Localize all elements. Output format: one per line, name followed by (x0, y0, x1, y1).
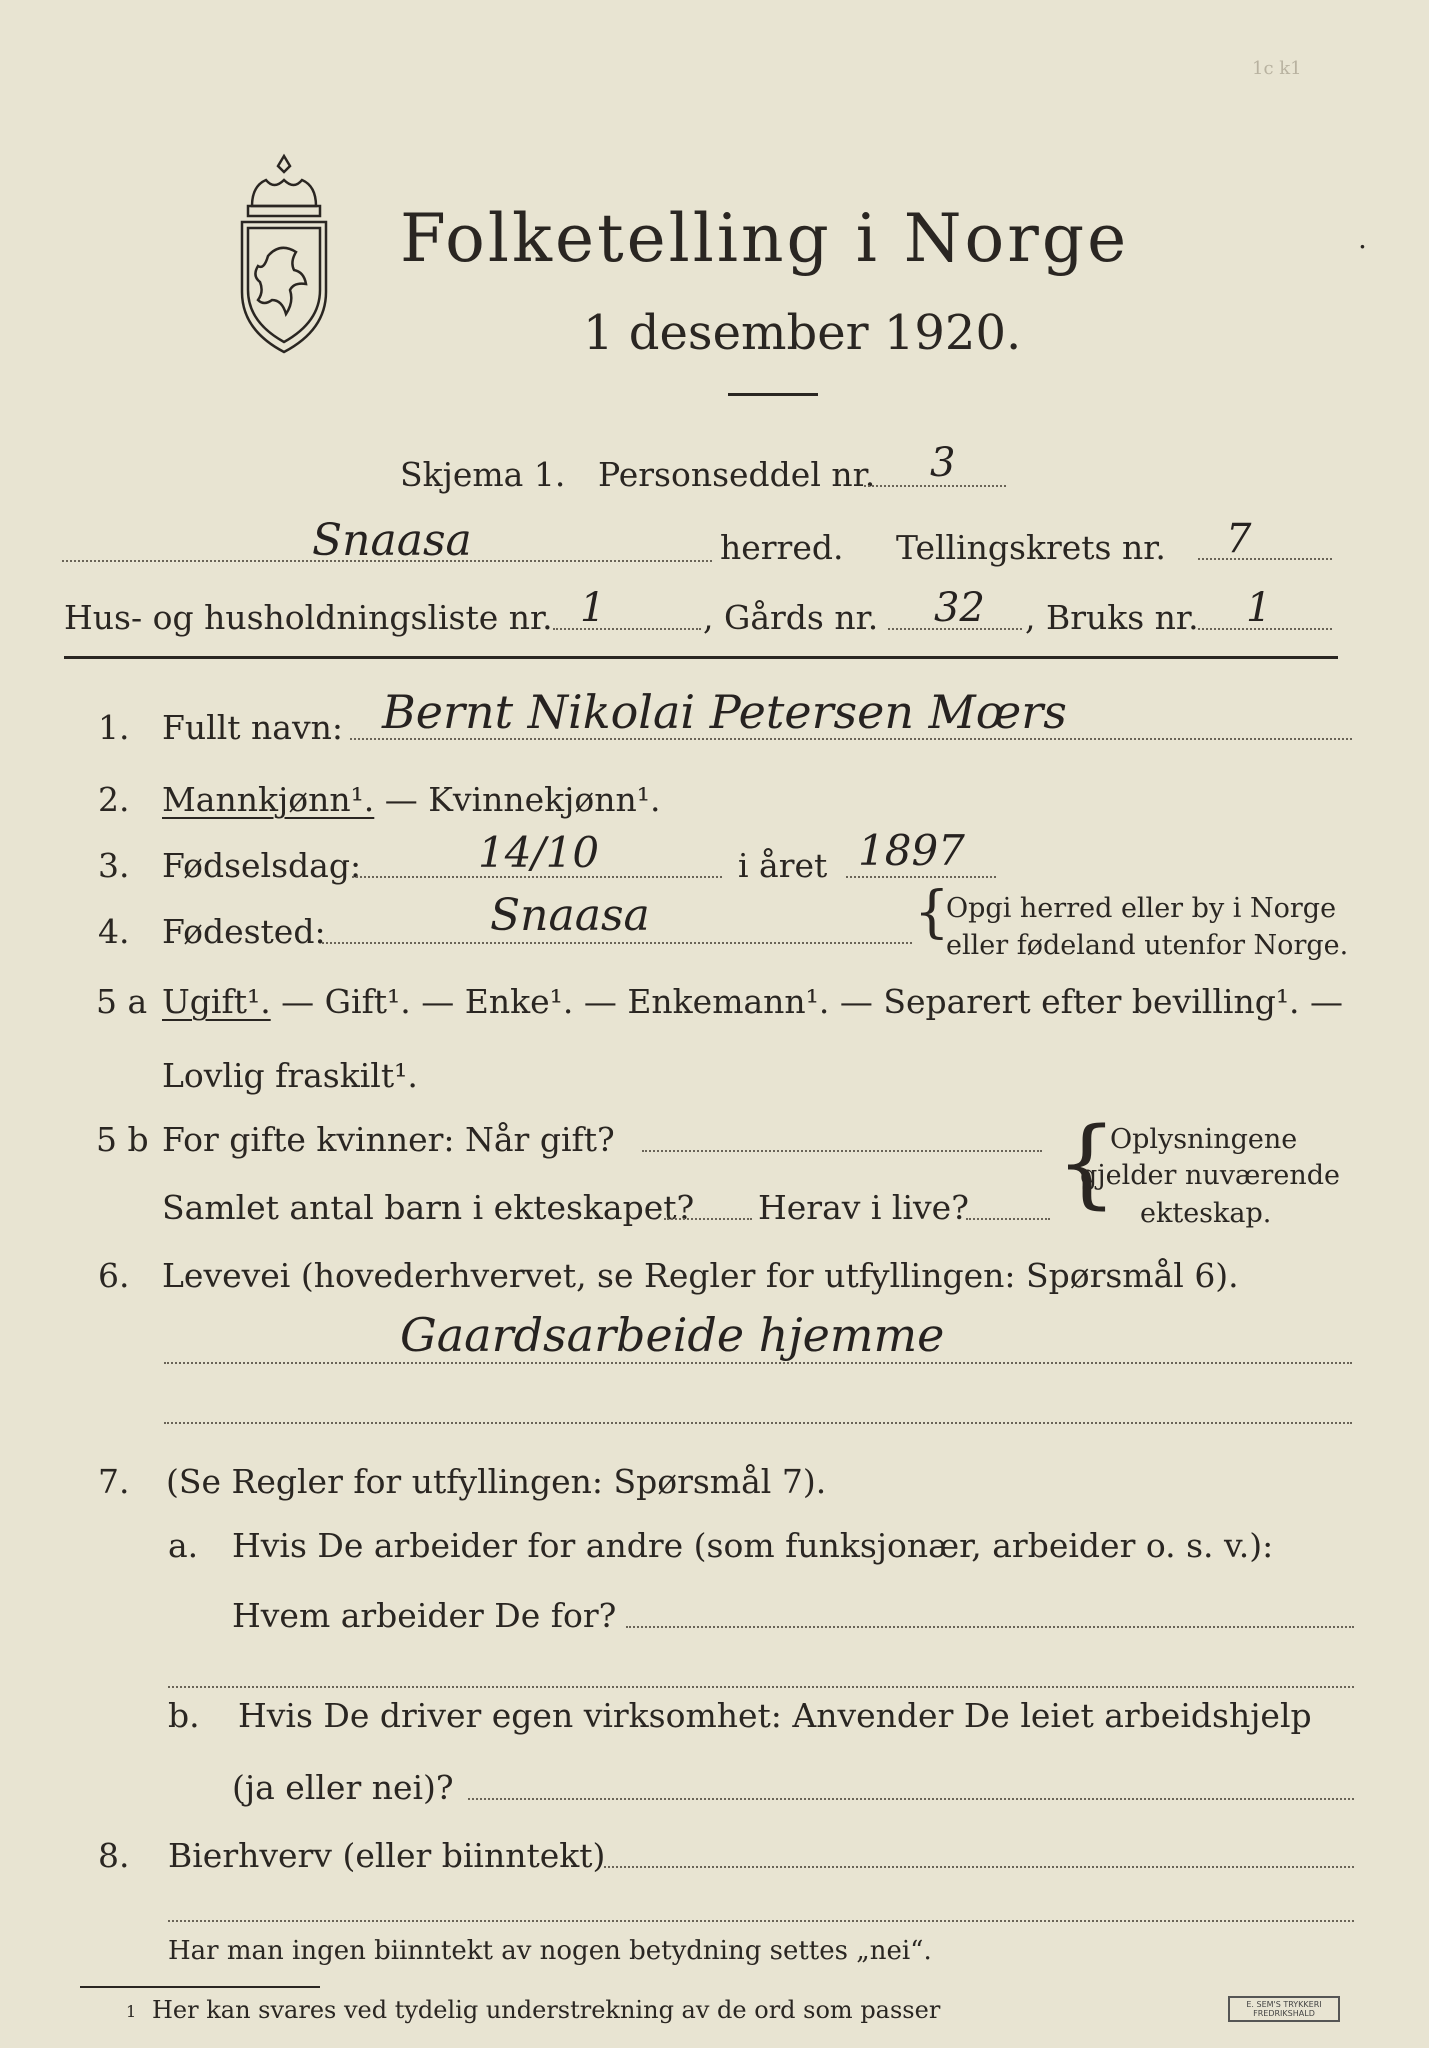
q4-brace: { (914, 880, 950, 945)
q8-note: Har man ingen biinntekt av nogen betydning settes „nei“. (168, 1936, 932, 1966)
gards-label: , Gårds nr. (703, 598, 879, 637)
q4-line (322, 942, 912, 944)
tellingskrets-label: Tellingskrets nr. (896, 528, 1166, 567)
q1-value: Bernt Nikolai Petersen Mœrs (382, 685, 1067, 739)
q7-label: (Se Regler for utfyllingen: Spørsmål 7). (166, 1462, 827, 1501)
q3-number: 3. (98, 846, 130, 885)
q6-value: Gaardsarbeide hjemme (400, 1308, 945, 1362)
q5a-number: 5 a (96, 982, 148, 1021)
q7b-line-2: (ja eller nei)? (232, 1768, 454, 1807)
coat-of-arms-icon (222, 148, 346, 360)
q8-line-1 (604, 1866, 1354, 1868)
q8-line-2 (168, 1920, 1354, 1922)
q5b-note-1: Oplysningene (1110, 1124, 1298, 1155)
q5b-married-line (642, 1150, 1042, 1152)
herred-value: Snaasa (312, 515, 472, 566)
title-divider (728, 393, 818, 396)
q4-note-1: Opgi herred eller by i Norge (946, 893, 1337, 924)
q5a-other-options: — Gift¹. — Enke¹. — Enkemann¹. — Separert efter bevilling¹. — (270, 982, 1344, 1021)
husliste-value: 1 (580, 585, 606, 631)
q4-value: Snaasa (490, 890, 650, 941)
footnote-mark: 1 (126, 2002, 137, 2021)
q6-number: 6. (98, 1256, 130, 1295)
q2-male-option: Mannkjønn¹. (162, 780, 375, 819)
form-title: Folketelling i Norge (400, 200, 1130, 277)
tellingskrets-line (1198, 558, 1332, 560)
q2-separator: — (374, 780, 429, 819)
q3-year-line (846, 876, 996, 878)
q4-label: Fødested: (162, 912, 326, 951)
q5b-line-2b: Herav i live? (758, 1188, 969, 1227)
printer-stamp: E. SEM'S TRYKKERI FREDRIKSHALD (1228, 1996, 1340, 2022)
q2-female-option: Kvinnekjønn¹. (428, 780, 661, 819)
q7a-number: a. (168, 1526, 199, 1565)
q5b-brace: { (1056, 1107, 1118, 1219)
q6-line-1 (164, 1362, 1352, 1364)
personseddel-label: Personseddel nr. (598, 455, 876, 494)
q5b-children-line (664, 1218, 752, 1220)
schema-label: Skjema 1. (400, 455, 566, 494)
q3-label: Fødselsdag: (162, 846, 362, 885)
q5b-line-1: For gifte kvinner: Når gift? (162, 1120, 615, 1159)
q5a-options (162, 982, 1343, 1021)
q1-label: Fullt navn: (162, 708, 343, 747)
q3-year-value: 1897 (858, 826, 965, 875)
husliste-label: Hus- og husholdningsliste nr. (64, 598, 553, 637)
footnote-text: Her kan svares ved tydelig understrekning av de ord som passer (152, 1996, 941, 2024)
q6-label: Levevei (hovederhvervet, se Regler for utfyllingen: Spørsmål 6). (162, 1256, 1239, 1295)
bruks-value: 1 (1246, 585, 1272, 631)
tellingskrets-value: 7 (1226, 516, 1252, 562)
q7b-answer-line (468, 1798, 1354, 1800)
q5b-note-3: ekteskap. (1140, 1198, 1272, 1229)
q5b-alive-line (966, 1218, 1050, 1220)
corner-pencil-mark: 1c k1 (1252, 58, 1302, 79)
q5b-note-2: gjelder nuværende (1080, 1160, 1340, 1191)
q8-label: Bierhverv (eller biinntekt) (168, 1836, 606, 1875)
q6-line-2 (164, 1422, 1352, 1424)
gards-value: 32 (934, 585, 985, 631)
stray-dot: . (1358, 222, 1367, 255)
q3-value: 14/10 (478, 828, 600, 877)
q7a-line-answer-2 (168, 1686, 1354, 1688)
header-rule (64, 656, 1338, 659)
bruks-label: , Bruks nr. (1025, 598, 1199, 637)
q2-number: 2. (98, 780, 130, 819)
q7-number: 7. (98, 1462, 130, 1501)
q4-note-2: eller fødeland utenfor Norge. (946, 930, 1349, 961)
herred-label: herred. (720, 528, 844, 567)
footnote-rule (80, 1986, 320, 1988)
q5a-ugift-option: Ugift¹. (162, 982, 271, 1021)
q7b-line-1: Hvis De driver egen virksomhet: Anvender De leiet arbeidshjelp (238, 1696, 1312, 1735)
form-date: 1 desember 1920. (583, 305, 1022, 361)
personseddel-value: 3 (930, 440, 956, 486)
q7b-number: b. (168, 1696, 200, 1735)
q5a-line-2: Lovlig fraskilt¹. (162, 1056, 418, 1095)
q4-number: 4. (98, 912, 130, 951)
q7a-line-answer-1 (626, 1626, 1354, 1628)
q7a-line-1: Hvis De arbeider for andre (som funksjonær, arbeider o. s. v.): (232, 1526, 1274, 1565)
q3-year-label: i året (738, 846, 828, 885)
q2-options (162, 780, 661, 819)
q5b-number: 5 b (96, 1120, 149, 1159)
q1-number: 1. (98, 708, 130, 747)
q5b-line-2a: Samlet antal barn i ekteskapet? (162, 1188, 695, 1227)
q8-number: 8. (98, 1836, 130, 1875)
husliste-line (553, 628, 701, 630)
q7a-line-2: Hvem arbeider De for? (232, 1596, 617, 1635)
